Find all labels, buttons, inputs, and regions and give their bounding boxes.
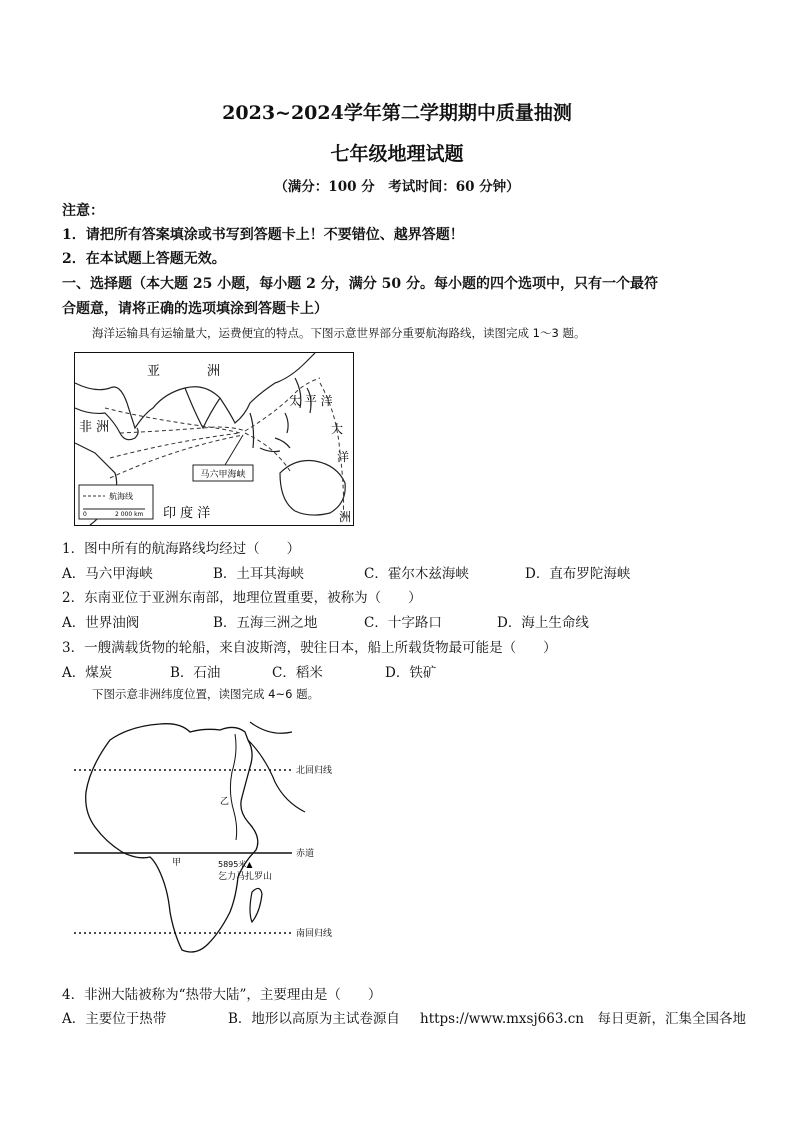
question-3-option-a: A．煤炭 (62, 665, 113, 681)
question-4-option-a: A．主要位于热带 (62, 1011, 167, 1027)
shipping-routes-map (74, 352, 354, 526)
notes-heading: 注意： (62, 203, 104, 219)
note-item: 2．在本试题上答题无效。 (62, 251, 226, 267)
question-2-option-c: C．十字路口 (364, 615, 442, 631)
africa-latitude-map (70, 712, 360, 972)
tropic-of-capricorn-label: 南回归线 (296, 929, 333, 939)
question-2-stem: 2．东南亚位于亚洲东南部，地理位置重要，被称为（ ） (62, 590, 422, 606)
question-3-stem: 3．一艘满载货物的轮船，来自波斯湾，驶往日本，船上所载货物最可能是（ ） (62, 640, 557, 656)
note-item: 1．请把所有答案填涂或书写到答题卡上！不要错位、越界答题！ (62, 227, 464, 243)
intro-map2: 下图示意非洲纬度位置，读图完成 4~6 题。 (92, 687, 320, 701)
oceania-label-yang: 洋 (337, 450, 350, 464)
tropic-of-cancer-label: 北回归线 (296, 766, 333, 776)
oceania-label-zhou: 洲 (339, 510, 352, 524)
scale-km: 2 000 km (115, 511, 144, 518)
source-footer[interactable]: https://www.mxsj663.cn 每日更新，汇集全国各地 (420, 1011, 746, 1027)
point-jia-label: 甲 (172, 858, 182, 868)
score-info: （满分：100 分 考试时间：60 分钟） (274, 179, 520, 195)
exam-subtitle: 七年级地理试题 (330, 143, 464, 165)
question-2-option-a: A．世界油阀 (62, 615, 140, 631)
question-1-option-c: C．霍尔木兹海峡 (364, 566, 469, 582)
indian-ocean-label: 印 度 洋 (163, 506, 211, 521)
legend-route-label: 航海线 (109, 492, 133, 501)
africa-label: 非 洲 (79, 420, 110, 435)
question-1-option-d: D．直布罗陀海峡 (525, 566, 631, 582)
malacca-label: 马六甲海峡 (200, 470, 246, 480)
oceania-label-da: 大 (331, 422, 344, 436)
question-4-stem: 4．非洲大陆被称为“热带大陆”，主要理由是（ ） (62, 987, 382, 1003)
kilimanjaro-label: 乞力马扎罗山 (218, 872, 273, 882)
pacific-label: 太 平 洋 (289, 394, 333, 408)
question-2-option-d: D．海上生命线 (497, 615, 589, 631)
question-4-option-b: B．地形以高原为主试卷源自 (228, 1011, 400, 1027)
equator-label: 赤道 (296, 849, 315, 859)
question-3-option-d: D．铁矿 (385, 665, 437, 681)
asia-label-2: 洲 (207, 364, 221, 379)
intro-map1: 海洋运输具有运输量大，运费便宜的特点。下图示意世界部分重要航海路线，读图完成 1～3 题。 (92, 326, 586, 340)
question-1-option-b: B．土耳其海峡 (213, 566, 304, 582)
question-3-option-c: C．稻米 (272, 665, 323, 681)
shipping-routes-map-svg (75, 353, 353, 525)
question-3-option-b: B．石油 (170, 665, 221, 681)
scale-zero: 0 (83, 511, 87, 518)
asia-label-1: 亚 (147, 364, 161, 379)
question-1-option-a: A．马六甲海峡 (62, 566, 153, 582)
section-heading-cont: 合题意，请将正确的选项填涂到答题卡上） (62, 301, 328, 317)
section-heading: 一、选择题（本大题 25 小题，每小题 2 分，满分 50 分。每小题的四个选项中，只有一个最符 (62, 276, 658, 292)
exam-title: 2023~2024学年第二学期期中质量抽测 (222, 102, 572, 124)
elevation-label: 5895米▲ (218, 860, 253, 869)
point-yi-label: 乙 (220, 797, 230, 807)
question-2-option-b: B．五海三洲之地 (213, 615, 318, 631)
question-1-stem: 1．图中所有的航海路线均经过（ ） (62, 541, 301, 557)
